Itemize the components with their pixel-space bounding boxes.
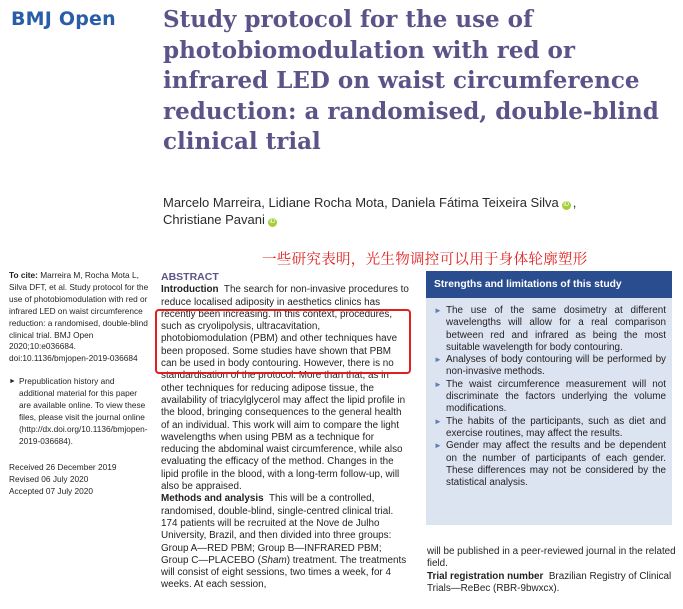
citation-sidebar <box>9 270 151 497</box>
cite-text: Marreira M, Rocha Mota L, Silva DFT, et al. Study protocol for the use of photobiomodulation with red or infrared LED on waist circumference reduction: a randomised, double-blind clinical trial. BMJ Open 2020;10:e036684. doi:10.1136/bmjopen-2019-036684 <box>9 270 149 364</box>
list-item: ► The use of the same dosimetry at different wavelengths will allow for a real comparison between red and infrared as being the most suitable wavelength for body contouring. <box>434 305 666 353</box>
body-text-continuation <box>427 546 677 595</box>
strengths-limitations-box <box>426 271 672 525</box>
continuation-text: will be published in a peer-reviewed journal in the related field. <box>427 546 676 570</box>
prepub-note <box>9 376 151 447</box>
list-item: ► The habits of the participants, such as diet and exercise routines, may affect the results. <box>434 415 666 439</box>
methods-label: Methods and analysis <box>161 493 264 505</box>
highlight-box <box>155 309 411 374</box>
authors-line2: Christiane Pavani <box>163 212 265 227</box>
journal-logo: BMJ Open <box>11 8 116 30</box>
cite-label: To cite: <box>9 270 38 280</box>
author-list <box>163 194 663 228</box>
trial-label: Trial registration number <box>427 570 544 582</box>
triangle-bullet-icon: ► <box>434 416 442 426</box>
article-title: Study protocol for the use of photobiomodulation with red or infrared LED on waist circumference reduction: a randomised, double-blind clinical trial <box>163 6 659 155</box>
orcid-icon[interactable]: iD <box>563 202 570 208</box>
methods-text2: ) treatment. The treatments will consist of eight sessions, two times a week, for 4 weeks. At each session, <box>161 554 407 591</box>
triangle-bullet-icon: ► <box>434 379 442 389</box>
strengths-list <box>426 298 672 489</box>
methods-sham: Sham <box>260 554 287 566</box>
abstract-methods <box>161 493 409 591</box>
list-item: ► Gender may affect the results and be dependent on the number of participants of each gender. These differences may not be considered by the statistical analysis. <box>434 440 666 489</box>
cite-block <box>9 270 151 365</box>
list-item: ► The waist circumference measurement will not discriminate the factors underlying the volume modifications. <box>434 378 666 415</box>
triangle-bullet-icon: ► <box>434 306 442 315</box>
dates-block <box>9 462 151 498</box>
trial-registration <box>427 571 677 596</box>
methods-text: This will be a controlled, randomised, double-blind, single-centred clinical trial. 174 patients will be recruited at the Nove de Julho University, Brazil, and then divided into three groups: Group A—RED PBM; Group B—INFRARED PBM; Group C—PLACEBO ( <box>161 493 394 566</box>
received-date: Received 26 December 2019 <box>9 461 117 472</box>
revised-date: Revised 06 July 2020 <box>9 473 89 484</box>
authors-line1: Marcelo Marreira, Lidiane Rocha Mota, Daniela Fátima Teixeira Silva <box>163 195 559 210</box>
accepted-date: Accepted 07 July 2020 <box>9 485 93 496</box>
intro-text: The search for non-invasive procedures to reduce localised adiposity in aesthetics clinics has recently been increasing. In this context, procedures, such as cryolipolysis, ultracavitation, photobiomodulation (PBM) and other techniques have been proposed. Some studies have shown that PBM can be used in body contouring. However, there is no standardisation of the protocol. More than that, as in other techniques for reducing adipose tissue, the availability of triacylglycerol may affect the lipid profile in the blood, bringing consequences to the general health of an individual. This work will aim to compare the light wavelengths when using PBM as a technique for reducing the abdominal waist circumference, while also evaluating the efficacy of the method. Changes in the lipid profile in the blood, with a long-term follow-up, will also be appraised. <box>161 284 409 493</box>
highlight-annotation: 一些研究表明，光生物调控可以用于身体轮廓塑形 <box>262 252 588 268</box>
triangle-bullet-icon: ► <box>434 355 442 365</box>
strengths-heading: Strengths and limitations of this study <box>426 271 672 298</box>
triangle-bullet-icon: ► <box>434 441 442 451</box>
trial-text: Brazilian Registry of Clinical Trials—ReBec (RBR-9bwxcx). <box>427 570 672 594</box>
prepub-text: Prepublication history and additional material for this paper are available online. To view these files, please visit the journal online (http://dx.doi.org/10.1136/bmjopen-2019-036684). <box>19 376 148 446</box>
triangle-bullet-icon: ► <box>9 378 16 386</box>
orcid-icon[interactable]: iD <box>269 219 276 225</box>
abstract-heading: ABSTRACT <box>161 271 219 283</box>
list-item: ► Analyses of body contouring will be performed by non-invasive methods. <box>434 354 666 378</box>
intro-label: Introduction <box>161 284 219 296</box>
authors-comma: , <box>572 195 577 210</box>
